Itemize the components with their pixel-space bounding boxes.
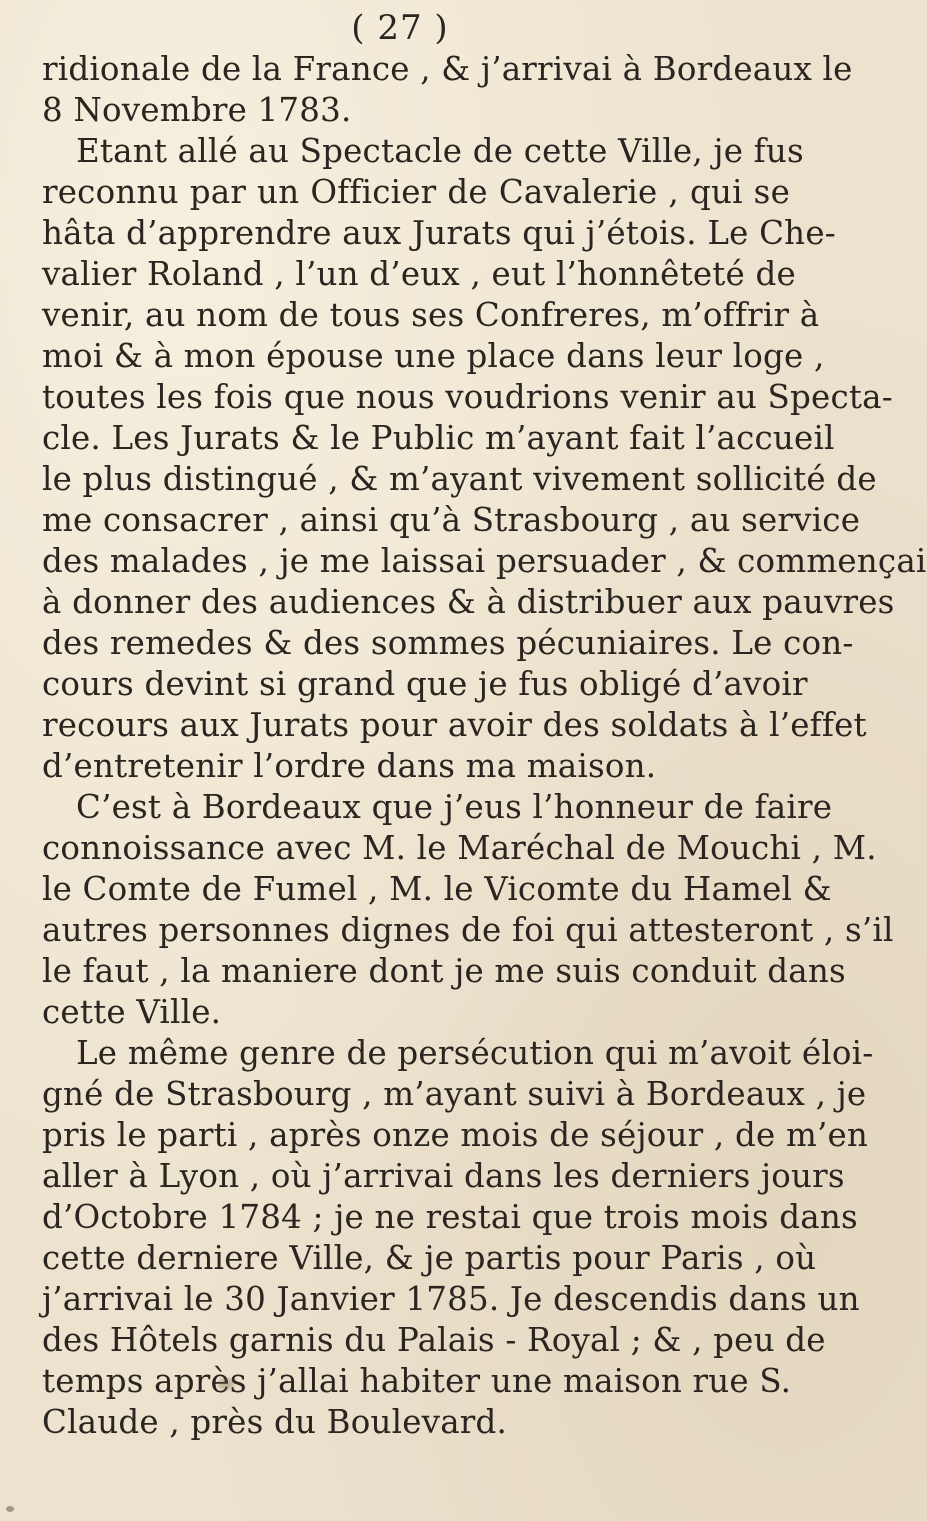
text-line: des remedes & des sommes pécuniaires. Le con-	[42, 624, 854, 662]
text-line: recours aux Jurats pour avoir des soldats à l’effet	[42, 706, 867, 744]
text-line: le Comte de Fumel , M. le Vicomte du Hamel &	[42, 870, 832, 908]
text-line: hâta d’apprendre aux Jurats qui j’étois. Le Che-	[42, 214, 836, 252]
text-line: 8 Novembre 1783.	[42, 91, 352, 129]
text-line: temps après j’allai habiter une maison rue S.	[42, 1362, 792, 1400]
text-line: aller à Lyon , où j’arrivai dans les derniers jours	[42, 1157, 845, 1195]
page-number: ( 27 )	[351, 8, 449, 48]
text-line: Etant allé au Spectacle de cette Ville, je fus	[76, 132, 804, 170]
text-line: d’Octobre 1784 ; je ne restai que trois mois dans	[42, 1198, 858, 1236]
text-line: reconnu par un Officier de Cavalerie , qui se	[42, 173, 790, 211]
page-text	[42, 49, 927, 1443]
text-line: cette Ville.	[42, 993, 222, 1031]
text-line: venir, au nom de tous ses Confreres, m’offrir à	[42, 296, 820, 334]
text-line: à donner des audiences & à distribuer aux pauvres	[42, 583, 895, 621]
paper-stain	[6, 1506, 14, 1512]
text-line: cle. Les Jurats & le Public m’ayant fait l’accueil	[42, 419, 835, 457]
text-line: connoissance avec M. le Maréchal de Mouchi , M.	[42, 829, 877, 867]
text-line: Le même genre de persécution qui m’avoit éloi-	[76, 1034, 874, 1072]
text-line: me consacrer , ainsi qu’à Strasbourg , au service	[42, 501, 861, 539]
text-line: des Hôtels garnis du Palais - Royal ; & , peu de	[42, 1321, 826, 1359]
text-line: toutes les fois que nous voudrions venir au Specta-	[42, 378, 893, 416]
text-line: j’arrivai le 30 Janvier 1785. Je descendis dans un	[42, 1280, 860, 1318]
text-line: le plus distingué , & m’ayant vivement sollicité de	[42, 460, 877, 498]
ink-smudge	[218, 1378, 234, 1390]
text-line: ridionale de la France , & j’arrivai à Bordeaux le	[42, 50, 853, 88]
text-line: gné de Strasbourg , m’ayant suivi à Bordeaux , je	[42, 1075, 867, 1113]
text-line: cours devint si grand que je fus obligé d’avoir	[42, 665, 808, 703]
text-line: le faut , la maniere dont je me suis conduit dans	[42, 952, 846, 990]
text-line: valier Roland , l’un d’eux , eut l’honnêteté de	[42, 255, 796, 293]
text-line: d’entretenir l’ordre dans ma maison.	[42, 747, 657, 785]
text-line: C’est à Bordeaux que j’eus l’honneur de faire	[76, 788, 833, 826]
text-line: des malades , je me laissai persuader , & commençai	[42, 542, 927, 580]
text-line: pris le parti , après onze mois de séjour , de m’en	[42, 1116, 869, 1154]
text-line: Claude , près du Boulevard.	[42, 1403, 508, 1441]
text-line: autres personnes dignes de foi qui attesteront , s’il	[42, 911, 894, 949]
text-line: cette derniere Ville, & je partis pour Paris , où	[42, 1239, 817, 1277]
text-line: moi & à mon épouse une place dans leur loge ,	[42, 337, 825, 375]
